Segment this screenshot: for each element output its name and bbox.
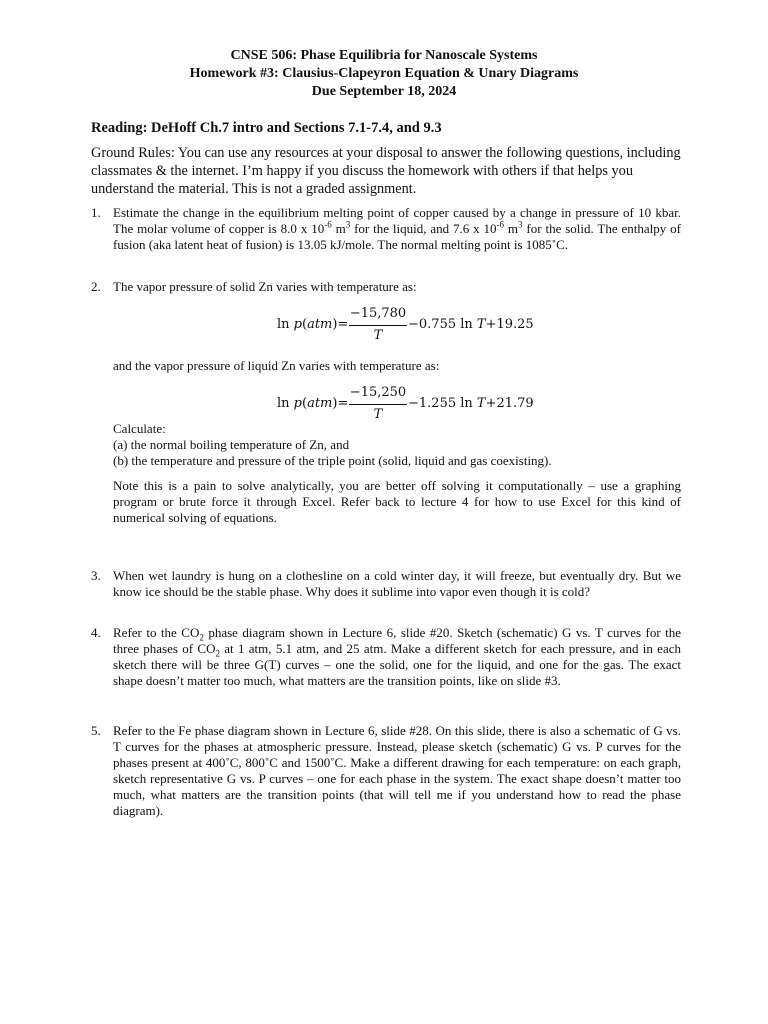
eq-text: ( [302, 396, 308, 411]
subscript: 2 [215, 648, 220, 659]
question-2-tasks [91, 421, 681, 526]
superscript: 3 [345, 219, 351, 230]
eq-text: ln [277, 396, 290, 411]
eq-text: ( [302, 317, 308, 332]
question-3 [91, 568, 681, 600]
question-text [113, 625, 681, 689]
eq-text: T [476, 396, 486, 411]
eq-text: )= [332, 396, 349, 411]
homework-title: Homework #3: Clausius-Clapeyron Equation & Unary Diagrams [189, 66, 579, 81]
eq-text: +21.79 [485, 396, 534, 411]
fraction-bar [349, 325, 407, 326]
text-run: phase diagram shown in Lecture 6, slide #20. Sketch (schematic) G vs. T curves for the three phases of CO [113, 625, 682, 656]
equation-solid-zn [277, 306, 537, 348]
superscript: -6 [324, 219, 332, 230]
subscript: 2 [199, 632, 204, 643]
subquestion-b: (b) the temperature and pressure of the triple point (solid, liquid and gas coexisting). [113, 453, 552, 468]
question-number: 3. [91, 568, 101, 583]
superscript: -6 [496, 219, 505, 230]
question-text: and the vapor pressure of liquid Zn varies with temperature as: [113, 358, 440, 373]
question-2 [91, 279, 681, 295]
question-text: When wet laundry is hung on a clothesline on a cold winter day, it will freeze, but eventually dry. But we know ice should be the stable phase. Why does it sublime into vapor even though it is cold? [113, 568, 681, 599]
question-number: 2. [91, 279, 101, 294]
calculate-label: Calculate: [113, 421, 166, 436]
reading-assignment: Reading: DeHoff Ch.7 intro and Sections 7.1-7.4, and 9.3 [91, 120, 442, 136]
question-2-continued [91, 358, 681, 374]
text-run: for the liquid, and 7.6 x 10 [350, 221, 497, 236]
eq-text: )= [332, 317, 349, 332]
text-run: m [504, 221, 519, 236]
text-run: Refer to the CO [113, 625, 200, 640]
question-text [113, 205, 681, 253]
eq-text: ln [277, 317, 290, 332]
question-number: 5. [91, 723, 101, 738]
eq-text: atm [307, 396, 333, 411]
question-1 [91, 205, 681, 253]
course-title: CNSE 506: Phase Equilibria for Nanoscale Systems [230, 48, 538, 63]
fraction-denominator: T [373, 407, 383, 422]
eq-text: atm [307, 317, 333, 332]
text-run: for the solid. The enthalpy of fusion (aka latent heat of fusion) is 13.05 kJ/mole. The normal melting point is 1085˚C. [113, 221, 681, 252]
eq-text: p [293, 396, 302, 411]
question-5 [91, 723, 681, 819]
question-number: 1. [91, 205, 101, 220]
fraction-bar [349, 404, 407, 405]
due-date: Due September 18, 2024 [311, 84, 457, 99]
question-text: The vapor pressure of solid Zn varies with temperature as: [113, 279, 417, 294]
question-text: Refer to the Fe phase diagram shown in Lecture 6, slide #28. On this slide, there is also a schematic of G vs. T curves for the phases at atmospheric pressure. Instead, please sketch (schematic) G vs. P curves for the phases present at 400˚C, 800˚C and 1500˚C. Make a different drawing for each temperature: on each graph, sketch representative G vs. P curves – one for each phase in the system. The exact shape doesn’t matter too much, what matters are the transition points (that will tell me if you understand how to read the phase diagram). [113, 723, 681, 818]
subquestion-a: (a) the normal boiling temperature of Zn, and [113, 437, 350, 452]
text-run: at 1 atm, 5.1 atm, and 25 atm. Make a different sketch for each pressure, and in each sketch there will be three G(T) curves – one the solid, one for the liquid, and one for the gas. The exact shape doesn’t matter too much, what matters are the transition points, like on slide #3. [113, 641, 681, 688]
question-4 [91, 625, 681, 689]
fraction-denominator: T [373, 328, 383, 343]
text-run: Estimate the change in the equilibrium melting point of copper caused by a change in pressure of 10 kbar. The molar volume of copper is 8.0 x 10 [113, 205, 681, 236]
eq-text: −1.255 ln [408, 396, 473, 411]
question-number: 4. [91, 625, 101, 640]
text-run: m [331, 221, 346, 236]
ground-rules: Ground Rules: You can use any resources at your disposal to answer the following questions, including classmates & the internet. I’m happy if you discuss the homework with others if that helps you understand the material. This is not a graded assignment. [91, 145, 681, 197]
eq-text: −0.755 ln [408, 317, 473, 332]
eq-text: T [476, 317, 486, 332]
eq-text: p [293, 317, 302, 332]
fraction-numerator: −15,780 [349, 306, 407, 321]
question-note: Note this is a pain to solve analytically, you are better off solving it computationally – use a graphing program or brute force it through Excel. Refer back to lecture 4 for how to use Excel for this kind of numerical solving of equations. [113, 478, 681, 525]
eq-text: +19.25 [485, 317, 534, 332]
document-header [0, 47, 768, 101]
superscript: 3 [518, 219, 523, 230]
fraction-numerator: −15,250 [349, 385, 407, 400]
